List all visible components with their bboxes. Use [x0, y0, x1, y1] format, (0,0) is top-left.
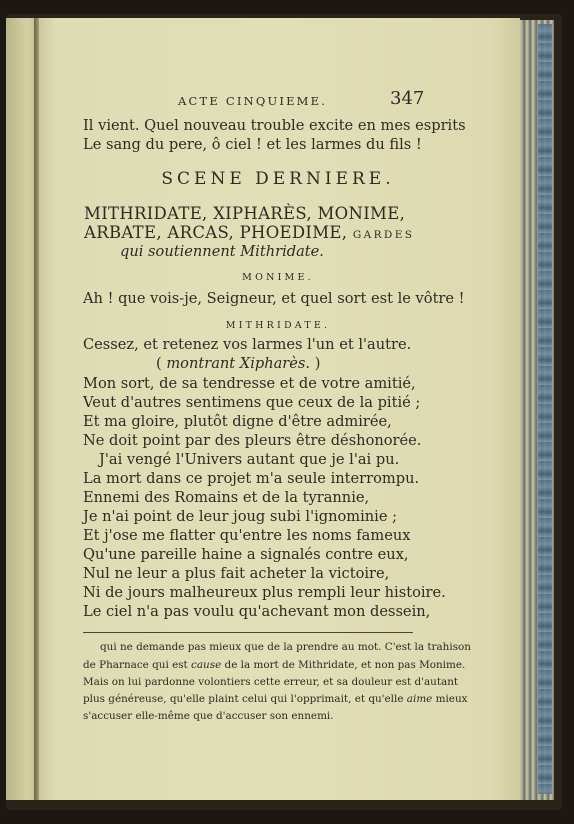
verse-line: Et ma gloire, plutôt digne d'être admirée,	[83, 413, 392, 430]
verse-line: Je n'ai point de leur joug subi l'ignominie ;	[83, 508, 398, 525]
footnote-text: plus généreuse, qu'elle plaint celui qui l'opprimait, et qu'elle	[83, 693, 407, 705]
cast-list-line: MITHRIDATE, XIPHARÈS, MONIME,	[84, 204, 406, 223]
speaker-name: MONIME.	[242, 272, 314, 283]
verse-line: Ne doit point par des pleurs être déshonorée.	[83, 432, 422, 449]
cast-names: ARBATE, ARCAS, PHOEDIME,	[84, 223, 348, 242]
facing-page-edge	[6, 18, 36, 800]
footnote-line: Mais on lui pardonne volontiers cette erreur, et sa douleur est d'autant	[83, 676, 459, 688]
page-number: 347	[390, 88, 425, 109]
cast-note: qui soutiennent Mithridate.	[120, 243, 324, 260]
footnote-divider	[83, 632, 413, 633]
verse-line: Ni de jours malheureux plus rempli leur histoire.	[83, 584, 446, 601]
scene-title: SCENE DERNIERE.	[161, 169, 395, 189]
verse-line: Mon sort, de sa tendresse et de votre amitié,	[83, 375, 416, 392]
verse-line: Le sang du pere, ô ciel ! et les larmes du fils !	[83, 136, 422, 153]
cast-gardes: GARDES	[352, 229, 415, 241]
verse-line: J'ai vengé l'Univers autant que je l'ai pu.	[99, 451, 400, 468]
verse-line: Cessez, et retenez vos larmes l'un et l'autre.	[83, 336, 412, 353]
marbled-edge	[538, 24, 552, 794]
footnote-line	[83, 693, 468, 705]
stage-direction-text: montrant Xipharès.	[166, 355, 311, 372]
footnote-text: mieux	[432, 693, 468, 705]
verse-line: Qu'une pareille haine a signalés contre eux,	[83, 546, 409, 563]
stage-open-paren: (	[156, 355, 162, 372]
stage-close-paren: )	[314, 355, 321, 372]
footnote-text: de la mort de Mithridate, et non pas Monime.	[221, 659, 466, 671]
footnote-line: s'accuser elle-même que d'accuser son ennemi.	[83, 710, 334, 722]
verse-line: La mort dans ce projet m'a seule interrompu.	[83, 470, 420, 487]
cast-list-line	[84, 223, 414, 242]
verse-line: Ah ! que vois-je, Seigneur, et quel sort est le vôtre !	[83, 290, 465, 307]
verse-line: Ennemi des Romains et de la tyrannie,	[83, 489, 370, 506]
footnote-emphasis: aime	[406, 693, 433, 705]
footnote-text: de Pharnace qui est	[83, 659, 192, 671]
verse-line: Il vient. Quel nouveau trouble excite en mes esprits	[83, 117, 466, 134]
verse-line: Et j'ose me flatter qu'entre les noms fameux	[83, 527, 411, 544]
stage-direction	[156, 355, 320, 372]
verse-line: Nul ne leur a plus fait acheter la victoire,	[83, 565, 390, 582]
verse-line: Le ciel n'a pas voulu qu'achevant mon dessein,	[83, 603, 431, 620]
gutter-shadow	[34, 18, 39, 800]
speaker-name: MITHRIDATE.	[225, 320, 331, 331]
footnote-line	[83, 659, 465, 671]
running-head: ACTE CINQUIEME.	[178, 94, 328, 108]
verse-line: Veut d'autres sentimens que ceux de la pitié ;	[83, 394, 421, 411]
footnote-emphasis: cause	[191, 659, 222, 671]
footnote-line: qui ne demande pas mieux que de la prendre au mot. C'est la trahison	[100, 641, 471, 653]
